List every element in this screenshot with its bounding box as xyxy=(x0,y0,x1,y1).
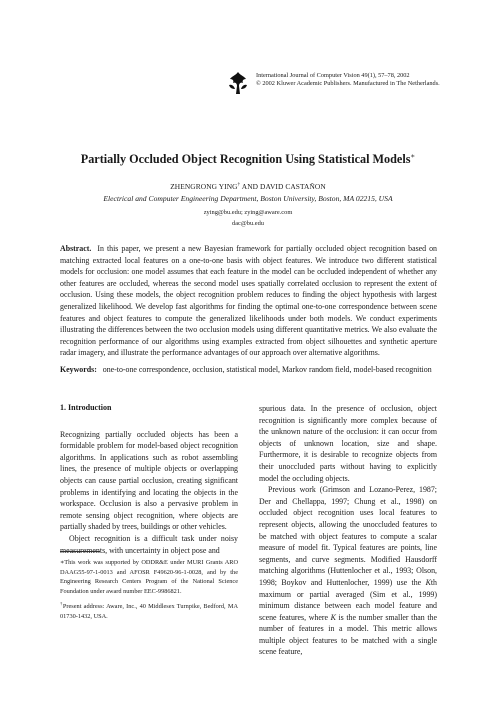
col2-p2-part-b: th maximum or partial averaged (Sim et al., 1999) minimum distance between each model feature and scene features, where xyxy=(259,577,437,622)
left-column xyxy=(60,402,238,556)
right-column xyxy=(259,403,437,658)
author-emails xyxy=(0,207,496,229)
footnote-address-mark: † xyxy=(60,600,63,606)
section-heading-introduction: 1. Introduction xyxy=(60,403,112,412)
paper-title-text: Partially Occluded Object Recognition Using Statistical Models xyxy=(80,152,411,167)
author-1: ZHENGRONG YING xyxy=(170,182,238,191)
footnotes xyxy=(60,558,238,623)
keywords-label: Keywords: xyxy=(60,365,97,374)
col2-paragraph-2 xyxy=(259,484,437,658)
var-k-2: K xyxy=(330,612,336,622)
intro-paragraph-2: Object recognition is a difficult task under noisy measurements, with uncertainty in object pose and xyxy=(60,533,238,555)
abstract-text: In this paper, we present a new Bayesian framework for partially occluded object recognition based on matching extracted local features on a one-to-one basis with object features. We introduce two different statistical models for occlusion: one model assumes that each feature in the model can be occluded independent of whether any other features are occluded, whereas the second model uses spatially correlated occlusion to represent the extent of occlusion. Using these models, the object recognition problem reduces to finding the object hypothesis with largest generalized likelihood. We develop fast algorithms for finding the optimal one-to-one correspondence between scene features and object features to compute the generalized likelihoods under both models. We conduct experiments illustrating the differences between the two occlusion models using different quantitative metrics. We also evaluate the recognition performance of our algorithms using examples extracted from object silhouettes and synthetic aperture radar imagery, and illustrate the performance advantages of our approach over alternative algorithms. xyxy=(60,244,437,358)
col2-p2-part-a: Previous work (Grimson and Lozano-Perez, 1987; Der and Chellappa, 1997; Chung et al., 1998) on occluded object recognition uses local features to represent objects, allowing the unoccluded features to be matched with object features to compute a scalar measure of model fit. Typical features are points, line segments, and curve segments. Modified Hausdorff matching algorithms (Huttenlocher et al., 1993; Olson, 1998; Boykov and Huttenlocher, 1999) use the xyxy=(259,485,437,587)
footnote-address xyxy=(60,599,238,622)
email-line-2: dac@bu.edu xyxy=(232,220,264,227)
paper-title xyxy=(0,152,496,167)
var-k: K xyxy=(425,577,431,587)
authors xyxy=(0,182,496,191)
email-line-1: zying@bu.edu; zying@aware.com xyxy=(203,209,293,216)
journal-header xyxy=(226,70,466,100)
abstract xyxy=(60,243,437,359)
keywords-text: one-to-one correspondence, occlusion, statistical model, Markov random field, model-based recognition xyxy=(102,365,432,374)
title-footnote-mark: ∗ xyxy=(410,152,416,160)
footnote-address-text: Present address: Aware, Inc., 40 Middlesex Turnpike, Bedford, MA 01730-1432, USA. xyxy=(60,602,238,620)
footnote-funding: ∗This work was supported by ODDR&E under MURI Grants ARO DAAG55-97-1-0013 and AFOSR F49620-96-1-0028, and by the Engineering Research Centers Program of the National Science Foundation under award number EEC-9986821. xyxy=(60,559,238,596)
affiliation: Electrical and Computer Engineering Department, Boston University, Boston, MA 02215, USA xyxy=(103,194,393,203)
copyright-line: © 2002 Kluwer Academic Publishers. Manufactured in The Netherlands. xyxy=(256,80,440,88)
abstract-label: Abstract. xyxy=(60,244,92,253)
publisher-logo-icon xyxy=(226,70,250,96)
author-2: AND DAVID CASTAÑON xyxy=(240,182,326,191)
author-1-mark: † xyxy=(237,182,241,188)
col2-paragraph-1: spurious data. In the presence of occlusion, object recognition is significantly more complex because of the unknown nature of the occlusion: it can occur from objects of unknown location, size and shape. Furthermore, it is desirable to recognize objects from their unoccluded parts without having to explicitly model the occluding objects. xyxy=(259,404,437,483)
intro-paragraph-1: Recognizing partially occluded objects has been a formidable problem for model-based object recognition algorithms. In applications such as robot assembling lines, the presence of multiple objects or overlapping objects can cause partial occlusion, creating significant problems in identifying and locating the objects in the workspace. Occlusion is also a pervasive problem in remote sensing object recognition, where objects are partially shaded by trees, buildings or other vehicles. xyxy=(60,429,238,532)
col2-p2-part-c: is the number smaller than the number of features in a model. This metric allows multiple object features to be matched with a single scene feature, xyxy=(259,612,437,657)
footnote-divider xyxy=(60,551,100,552)
journal-citation: International Journal of Computer Vision 49(1), 57–78, 2002 xyxy=(256,72,410,79)
keywords xyxy=(60,364,437,376)
